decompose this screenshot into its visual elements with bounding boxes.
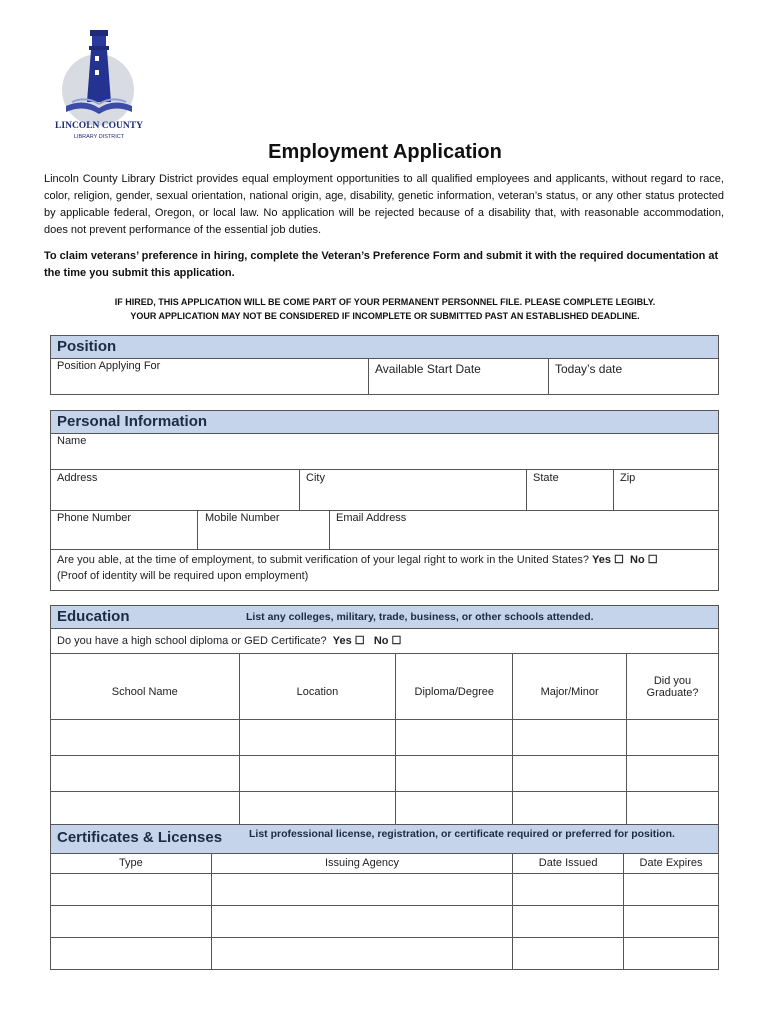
education-header-row bbox=[51, 654, 719, 720]
library-logo bbox=[46, 22, 154, 144]
city-field[interactable] bbox=[306, 472, 526, 508]
page-title: Employment Application bbox=[268, 141, 502, 163]
position-applying-for-label: Position Applying For bbox=[57, 360, 161, 372]
phone-label: Phone Number bbox=[57, 512, 131, 524]
logo-org-name: LINCOLN COUNTY bbox=[55, 121, 143, 131]
degree-cell[interactable] bbox=[396, 720, 513, 756]
agency-cell[interactable] bbox=[211, 873, 513, 905]
work-authorization-text: Are you able, at the time of employment, to submit verification of your legal right to work in the United States? bbox=[57, 554, 589, 566]
col-location: Location bbox=[239, 654, 396, 720]
table-row bbox=[51, 792, 719, 828]
name-field[interactable] bbox=[57, 435, 712, 465]
logo-org-subname: LIBRARY DISTRICT bbox=[73, 134, 125, 140]
col-date-issued: Date Issued bbox=[513, 853, 624, 873]
col-did-you-graduate: Did you Graduate? bbox=[627, 654, 719, 720]
email-label: Email Address bbox=[336, 512, 407, 524]
work-authorization-line bbox=[57, 552, 717, 568]
position-section bbox=[50, 335, 719, 395]
zip-label: Zip bbox=[620, 472, 636, 484]
school-name-cell[interactable] bbox=[51, 720, 240, 756]
veterans-notice: To claim veterans’ preference in hiring, complete the Veteran’s Preference Form and submit it with the required documentation at the time you submit this application. bbox=[44, 250, 719, 279]
school-name-cell[interactable] bbox=[51, 792, 240, 828]
graduated-cell[interactable] bbox=[627, 792, 719, 828]
work-authorization-question bbox=[57, 552, 717, 584]
diploma-question bbox=[57, 634, 401, 647]
notice-line-1: IF HIRED, THIS APPLICATION WILL BE COME PART OF YOUR PERMANENT PERSONNEL FILE. PLEASE COMPLETE LEGIBLY. bbox=[114, 297, 656, 307]
graduated-cell[interactable] bbox=[627, 720, 719, 756]
location-cell[interactable] bbox=[239, 756, 396, 792]
col-diploma-degree: Diploma/Degree bbox=[396, 654, 513, 720]
col-school-name: School Name bbox=[51, 654, 240, 720]
city-label: City bbox=[306, 472, 325, 484]
date-issued-cell[interactable] bbox=[513, 905, 624, 937]
diploma-yes-checkbox[interactable]: Yes ☐ bbox=[332, 635, 365, 647]
major-cell[interactable] bbox=[513, 756, 627, 792]
todays-date-label: Today’s date bbox=[555, 362, 623, 376]
table-row bbox=[51, 905, 719, 937]
zip-field[interactable] bbox=[620, 472, 715, 508]
intro-paragraph: Lincoln County Library District provides equal employment opportunities to all qualified employees and applicants, without regard to race, color, religion, gender, sexual orientation, national origin, age, disability, genetic information, veteran’s status, or any other status protected by applicable federal, Oregon, or local law. No application will be rejected because of a disability that, with reasonable accommodation, does not prevent performance of the essential job duties. bbox=[44, 173, 724, 236]
position-heading: Position bbox=[57, 338, 117, 355]
certificates-heading: Certificates & Licenses bbox=[57, 829, 223, 846]
diploma-no-checkbox[interactable]: No ☐ bbox=[373, 635, 402, 647]
personal-info-header bbox=[51, 411, 718, 434]
date-issued-cell[interactable] bbox=[513, 937, 624, 969]
certificates-section bbox=[50, 824, 719, 854]
mobile-field[interactable] bbox=[205, 512, 325, 548]
personal-info-section bbox=[50, 410, 719, 591]
type-cell[interactable] bbox=[51, 937, 212, 969]
location-cell[interactable] bbox=[239, 792, 396, 828]
table-row bbox=[51, 756, 719, 792]
certificates-header-row bbox=[51, 853, 719, 873]
address-label: Address bbox=[57, 472, 98, 484]
location-cell[interactable] bbox=[239, 720, 396, 756]
degree-cell[interactable] bbox=[396, 792, 513, 828]
proof-of-identity-note: (Proof of identity will be required upon employment) bbox=[57, 570, 309, 582]
phone-field[interactable] bbox=[57, 512, 195, 548]
col-date-expires: Date Expires bbox=[624, 853, 719, 873]
education-table bbox=[50, 653, 719, 828]
agency-cell[interactable] bbox=[211, 937, 513, 969]
table-row bbox=[51, 720, 719, 756]
date-issued-cell[interactable] bbox=[513, 873, 624, 905]
degree-cell[interactable] bbox=[396, 756, 513, 792]
state-label: State bbox=[533, 472, 559, 484]
certificates-note: List professional license, registration, or certificate required or preferred for position. bbox=[249, 828, 675, 840]
certificates-table bbox=[50, 853, 719, 970]
education-header bbox=[51, 606, 718, 629]
col-major-minor: Major/Minor bbox=[513, 654, 627, 720]
col-type: Type bbox=[51, 853, 212, 873]
address-field[interactable] bbox=[57, 472, 295, 508]
major-cell[interactable] bbox=[513, 720, 627, 756]
start-date-field[interactable] bbox=[375, 362, 545, 392]
state-field[interactable] bbox=[533, 472, 611, 508]
mobile-label: Mobile Number bbox=[205, 512, 280, 524]
notice-line-2: YOUR APPLICATION MAY NOT BE CONSIDERED IF INCOMPLETE OR SUBMITTED PAST AN ESTABLISHED DEADLINE. bbox=[130, 311, 640, 321]
personal-info-heading: Personal Information bbox=[57, 413, 208, 430]
work-yes-checkbox[interactable]: Yes ☐ bbox=[592, 554, 624, 566]
table-row bbox=[51, 873, 719, 905]
start-date-label: Available Start Date bbox=[375, 362, 481, 376]
name-label: Name bbox=[57, 435, 87, 447]
work-no-checkbox[interactable]: No ☐ bbox=[630, 554, 658, 566]
date-expires-cell[interactable] bbox=[624, 873, 719, 905]
agency-cell[interactable] bbox=[211, 905, 513, 937]
position-header bbox=[51, 336, 718, 359]
table-row bbox=[51, 937, 719, 969]
email-field[interactable] bbox=[336, 512, 714, 548]
type-cell[interactable] bbox=[51, 905, 212, 937]
education-note: List any colleges, military, trade, business, or other schools attended. bbox=[246, 611, 594, 623]
certificates-header bbox=[51, 825, 718, 854]
date-expires-cell[interactable] bbox=[624, 937, 719, 969]
diploma-question-text: Do you have a high school diploma or GED Certificate? bbox=[57, 635, 327, 647]
position-applying-for-field[interactable] bbox=[57, 360, 357, 392]
date-expires-cell[interactable] bbox=[624, 905, 719, 937]
graduated-cell[interactable] bbox=[627, 756, 719, 792]
education-heading: Education bbox=[57, 608, 130, 625]
school-name-cell[interactable] bbox=[51, 756, 240, 792]
type-cell[interactable] bbox=[51, 873, 212, 905]
personnel-notice bbox=[0, 295, 770, 323]
major-cell[interactable] bbox=[513, 792, 627, 828]
col-issuing-agency: Issuing Agency bbox=[211, 853, 513, 873]
todays-date-field[interactable] bbox=[555, 362, 715, 392]
